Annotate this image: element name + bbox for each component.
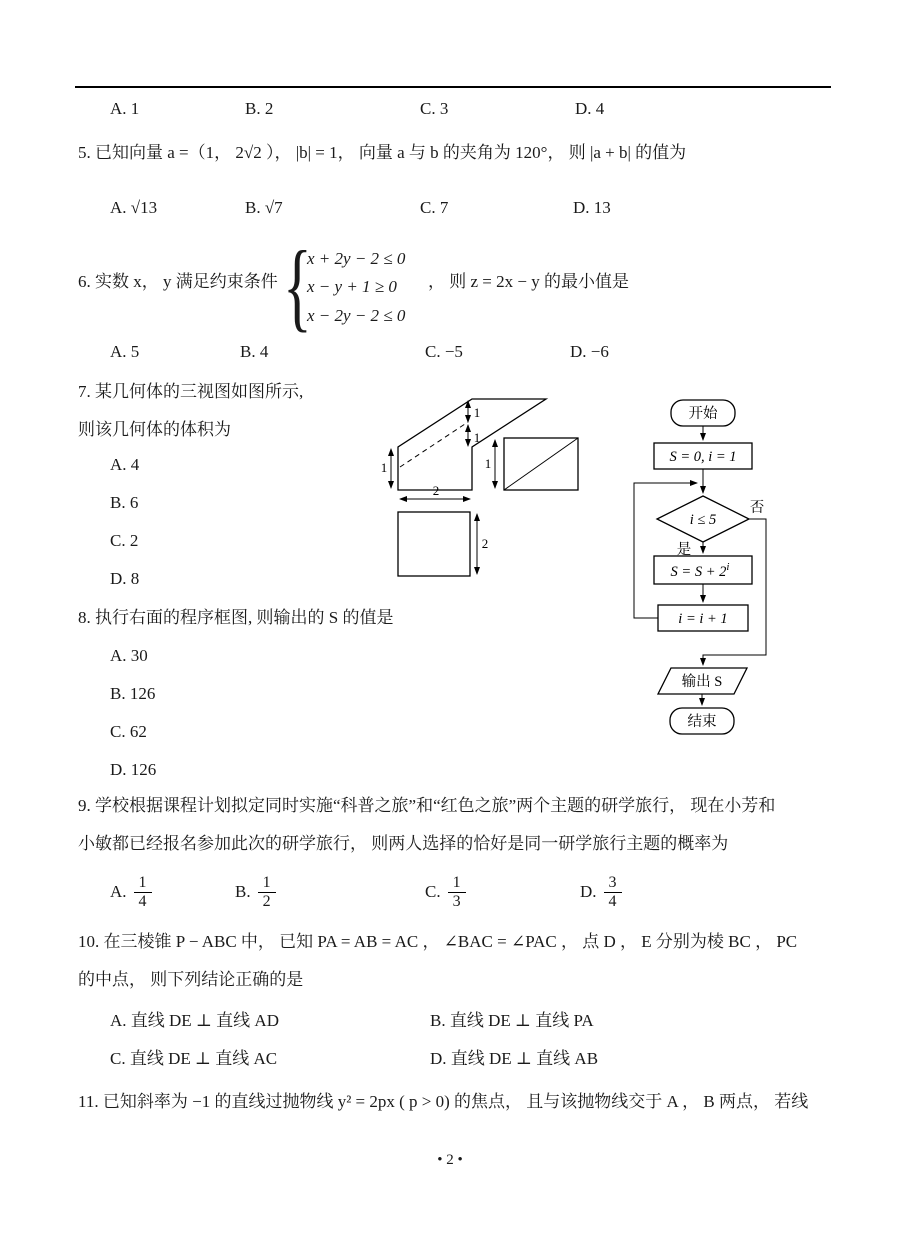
- dim-label-front-h1: 1: [473, 405, 481, 420]
- fraction-denominator: 4: [604, 892, 622, 911]
- option-8c: C. 62: [110, 722, 147, 741]
- option-5b: B. √7: [245, 198, 283, 217]
- dim-label-left-h: 1: [380, 460, 388, 475]
- option-4a: A. 1: [110, 99, 140, 118]
- question-7-stem-line2: 则该几何体的体积为: [78, 420, 231, 439]
- question-11-stem: 11. 已知斜率为 −1 的直线过抛物线 y² = 2px ( p > 0) 的焦点， 且与该抛物线交于 A ， B 两点， 若线: [78, 1092, 809, 1111]
- option-7b: B. 6: [110, 493, 139, 512]
- option-9d-label: D.: [580, 882, 597, 901]
- flowchart-start-label: 开始: [688, 406, 718, 422]
- question-5-stem: 5. 已知向量 a =（1， 2√2 ）， |b| = 1， 向量 a 与 b 的夹角为 120°， 则 |a + b| 的值为: [78, 143, 687, 162]
- fraction-numerator: 1: [138, 873, 147, 891]
- option-7a: A. 4: [110, 455, 140, 474]
- flowchart-output-label: 输出 S: [681, 674, 723, 690]
- option-6d: D. −6: [570, 342, 609, 361]
- option-10d: D. 直线 DE ⊥ 直线 AB: [430, 1049, 599, 1068]
- fraction-denominator: 3: [448, 892, 466, 911]
- top-rule: [75, 86, 831, 88]
- side-view-diagonal: [504, 438, 578, 490]
- option-9b: [235, 868, 276, 916]
- option-4b: B. 2: [245, 99, 274, 118]
- option-7d: D. 8: [110, 569, 140, 588]
- option-9b-label: B.: [235, 882, 251, 901]
- flowchart-assign-sup: i: [726, 561, 730, 573]
- system-brace: {: [283, 230, 312, 341]
- three-view-figure: [378, 392, 593, 587]
- option-8b: B. 126: [110, 684, 156, 703]
- flowchart-condition-label: i ≤ 5: [689, 512, 717, 528]
- fraction-numerator: 1: [452, 873, 461, 891]
- option-7c: C. 2: [110, 531, 139, 550]
- option-9d: [580, 868, 622, 916]
- question-10-stem-line2: 的中点， 则下列结论正确的是: [78, 970, 304, 989]
- top-view-outline: [398, 512, 470, 576]
- question-6-stem-suffix: ， 则 z = 2x − y 的最小值是: [428, 272, 629, 291]
- option-10a: A. 直线 DE ⊥ 直线 AD: [110, 1011, 279, 1030]
- option-9c-label: C.: [425, 882, 441, 901]
- flowchart-no-branch-line: [703, 519, 766, 665]
- flowchart-no-label: 否: [749, 500, 765, 516]
- page-number: • 2 •: [437, 1152, 463, 1168]
- flowchart-init-label: S = 0, i = 1: [669, 449, 737, 465]
- flowchart-assign-base: S = S + 2: [670, 564, 727, 580]
- constraint-1: x + 2y − 2 ≤ 0: [307, 249, 406, 268]
- option-10b: B. 直线 DE ⊥ 直线 PA: [430, 1011, 594, 1030]
- flowchart-increment-label: i = i + 1: [678, 611, 728, 627]
- flowchart-end-label: 结束: [687, 714, 717, 730]
- program-flowchart: [612, 394, 797, 746]
- constraint-3: x − 2y − 2 ≤ 0: [307, 306, 406, 325]
- option-4d: D. 4: [575, 99, 605, 118]
- option-9b-fraction: [258, 874, 276, 911]
- option-9d-fraction: [604, 874, 622, 911]
- question-6-stem-prefix: 6. 实数 x， y 满足约束条件: [78, 272, 278, 291]
- option-6c: C. −5: [425, 342, 463, 361]
- option-5d: D. 13: [573, 198, 611, 217]
- option-10c: C. 直线 DE ⊥ 直线 AC: [110, 1049, 278, 1068]
- option-6b: B. 4: [240, 342, 269, 361]
- option-5c: C. 7: [420, 198, 449, 217]
- constraint-2: x − y + 1 ≥ 0: [307, 277, 397, 296]
- option-5a: A. √13: [110, 198, 158, 217]
- question-8-stem: 8. 执行右面的程序框图, 则输出的 S 的值是: [78, 608, 394, 627]
- option-4c: C. 3: [420, 99, 449, 118]
- dim-label-front-h2: 1: [473, 430, 481, 445]
- option-6a: A. 5: [110, 342, 140, 361]
- fraction-denominator: 4: [134, 892, 152, 911]
- flowchart-assign-label: [671, 561, 730, 580]
- dim-label-side-h: 1: [484, 456, 492, 471]
- fraction-numerator: 3: [608, 873, 617, 891]
- front-view-hidden-edge: [400, 422, 468, 467]
- option-8a: A. 30: [110, 646, 148, 665]
- fraction-denominator: 2: [258, 892, 276, 911]
- flowchart-yes-label: 是: [676, 542, 692, 558]
- option-9a-label: A.: [110, 882, 127, 901]
- fraction-numerator: 1: [262, 873, 271, 891]
- question-9-stem-line2: 小敏都已经报名参加此次的研学旅行， 则两人选择的恰好是同一研学旅行主题的概率为: [78, 834, 729, 853]
- dim-label-top-h: 2: [481, 536, 489, 551]
- dim-label-front-w: 2: [432, 483, 440, 498]
- option-9c-fraction: [448, 874, 466, 911]
- option-9a: [110, 868, 152, 916]
- question-7-stem-line1: 7. 某几何体的三视图如图所示,: [78, 382, 304, 401]
- option-8d: D. 126: [110, 760, 157, 779]
- question-9-stem-line1: 9. 学校根据课程计划拟定同时实施“科普之旅”和“红色之旅”两个主题的研学旅行， 现在小芳和: [78, 796, 776, 815]
- option-9c: [425, 868, 466, 916]
- question-10-stem-line1: 10. 在三棱锥 P − ABC 中， 已知 PA = AB = AC ， ∠BAC = ∠PAC ， 点 D ， E 分别为棱 BC ， PC: [78, 932, 798, 951]
- option-9a-fraction: [134, 874, 152, 911]
